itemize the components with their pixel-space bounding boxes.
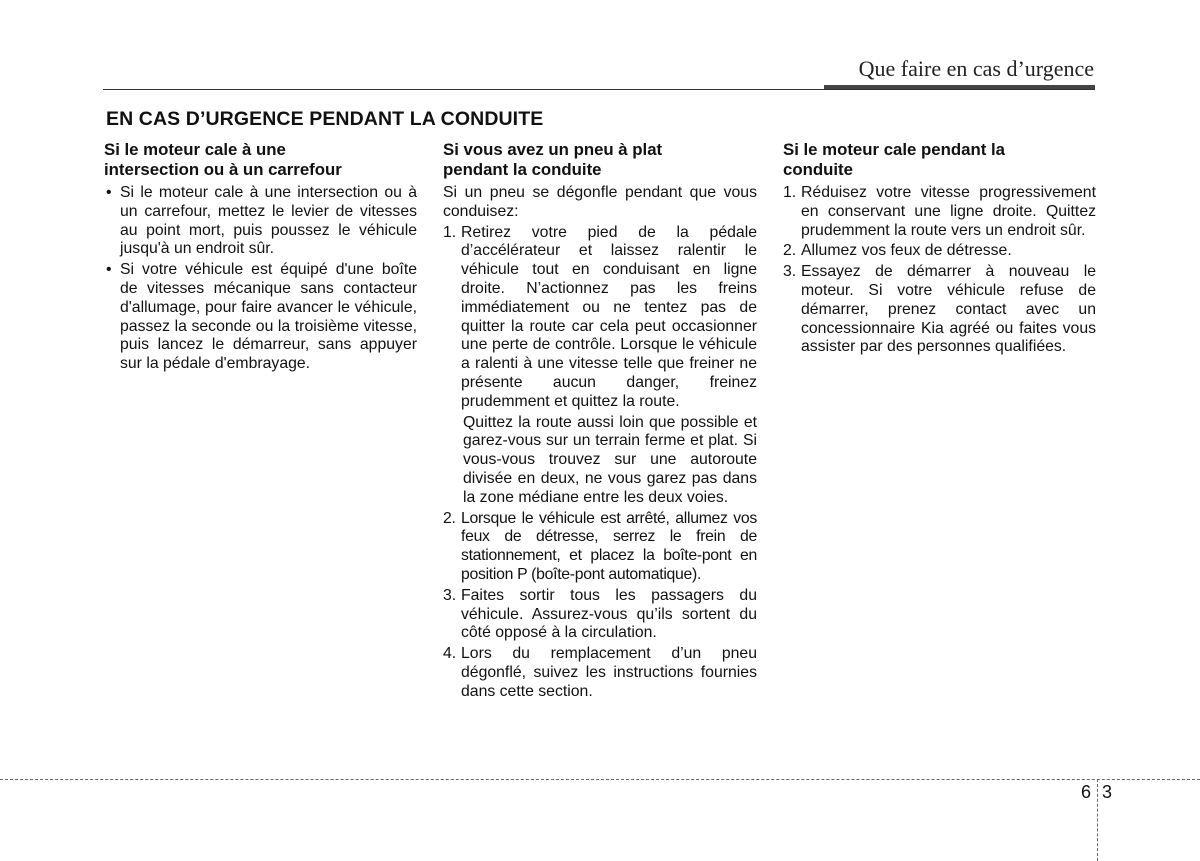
- numbered-item: [783, 184, 1096, 240]
- subheading-flat-tire: Si vous avez un pneu à plat pendant la conduite: [443, 140, 663, 179]
- numbered-item: [443, 587, 757, 643]
- subheading-engine-stall-intersection: Si le moteur cale à une intersection ou à un carrefour: [104, 140, 342, 179]
- numbered-item: [783, 263, 1096, 357]
- item-text: Allumez vos feux de détresse.: [801, 242, 1012, 260]
- bullet-item: [104, 184, 417, 259]
- footer-dashed-divider: [1097, 779, 1098, 861]
- section-number: 6: [1081, 782, 1092, 802]
- item-continuation: Quittez la route aussi loin que possible et garez-vous sur un terrain ferme et plat. Si vous-vous trouvez sur une autoroute divisée en deux, ne vous garez pas dans la zone médiane entre les deux voies.: [463, 413, 757, 506]
- column-engine-stall-driving: [783, 140, 1096, 359]
- bullet-dot-icon: •: [106, 261, 112, 279]
- item-text: Faites sortir tous les passagers du véhicule. Assurez-vous qu’ils sortent du côté opposé à la circulation.: [461, 586, 757, 642]
- item-number: 2.: [443, 509, 456, 527]
- bullet-dot-icon: •: [106, 184, 112, 201]
- section-heading: EN CAS D’URGENCE PENDANT LA CONDUITE: [106, 108, 544, 130]
- numbered-item: [443, 645, 757, 701]
- item-number: 1.: [443, 223, 457, 241]
- item-text: Réduisez votre vitesse progressivement en conservant une ligne droite. Quittez prudemment la route vers un endroit sûr.: [801, 184, 1096, 239]
- footer-dashed-rule: [0, 779, 1200, 780]
- numbered-item: [443, 224, 757, 412]
- item-number: 3.: [783, 263, 797, 281]
- item-text: Lorsque le véhicule est arrêté, allumez vos feux de détresse, serrez le frein de stationnement, et placez la boîte-pont en position P (boîte-pont automatique).: [461, 509, 757, 583]
- item-text: Lors du remplacement d’un pneu dégonflé, suivez les instructions fournies dans cette section.: [461, 645, 757, 700]
- bullet-item: [104, 261, 417, 374]
- numbered-item: [783, 242, 1096, 261]
- item-number: 4.: [443, 645, 457, 663]
- bullet-text: Si votre véhicule est équipé d'une boîte de vitesses mécanique sans contacteur d'allumage, pour faire avancer le véhicule, passez la seconde ou la troisième vitesse, puis lancez le démarreur, sans appuyer sur la pédale d'embrayage.: [120, 261, 417, 373]
- item-text: Essayez de démarrer à nouveau le moteur. Si votre véhicule refuse de démarrer, prenez contact avec un concessionnaire Kia agréé ou faites vous assister par des personnes qualifiées.: [801, 263, 1096, 356]
- item-number: 1.: [783, 184, 797, 201]
- item-number: 2.: [783, 242, 797, 260]
- item-number: 3.: [443, 586, 457, 604]
- column-flat-tire: [443, 140, 757, 704]
- subheading-engine-stall-driving: Si le moteur cale pendant la conduite: [783, 140, 1005, 179]
- column-engine-stall-intersection: [104, 140, 417, 376]
- page-number: 3: [1102, 782, 1113, 802]
- item-text: Retirez votre pied de la pédale d’accélérateur et laissez ralentir le véhicule tout en conduisant en ligne droite. N’actionnez pas les freins immédiatement ou ne tentez pas de quitter la route car cela peut occasionner une perte de contrôle. Lorsque le véhicule a ralenti à une vitesse telle que freiner ne présente aucun danger, freinez prudemment et quittez la route.: [461, 223, 757, 410]
- flat-tire-intro: Si un pneu se dégonfle pendant que vous conduisez:: [443, 184, 757, 220]
- header-rule: [103, 89, 1095, 90]
- numbered-item: [443, 510, 757, 585]
- running-header-title: Que faire en cas d’urgence: [858, 56, 1094, 81]
- bullet-text: Si le moteur cale à une intersection ou à un carrefour, mettez le levier de vitesses au point mort, puis poussez le véhicule jusqu'à un endroit sûr.: [120, 184, 417, 258]
